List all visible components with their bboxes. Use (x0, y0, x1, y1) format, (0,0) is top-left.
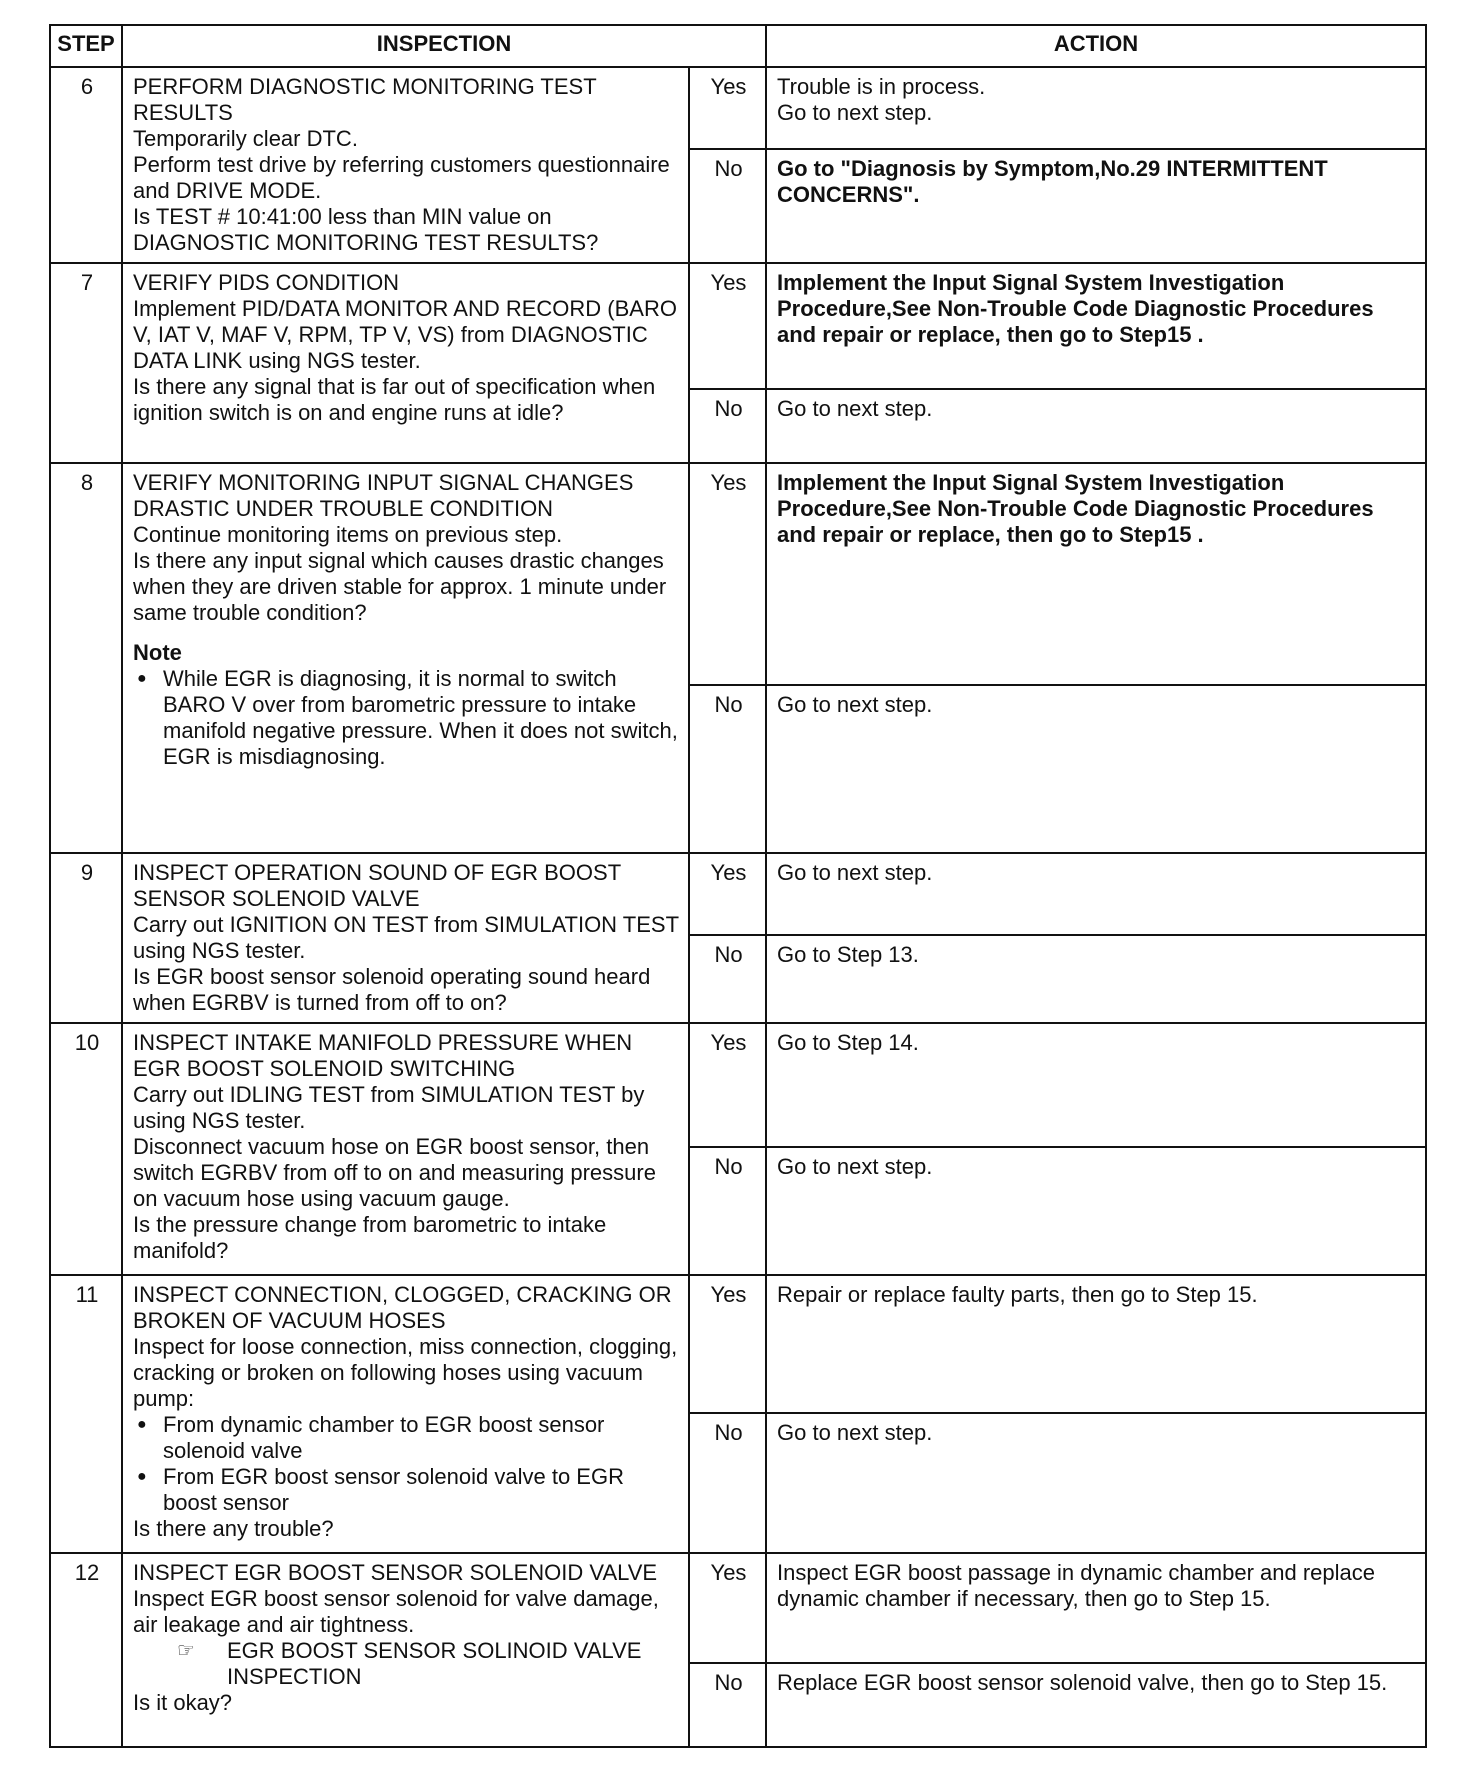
inspection-question: Is it okay? (133, 1690, 233, 1715)
inspection-text: Disconnect vacuum hose on EGR boost sensor, then switch EGRBV from off to on and measuring pressure on vacuum hose using vacuum gauge. (133, 1134, 656, 1211)
table-row (50, 1275, 1426, 1413)
no-action: Go to next step. (766, 389, 1426, 463)
yes-action (766, 67, 1426, 149)
yes-action: Repair or replace faulty parts, then go to Step 15. (766, 1275, 1426, 1413)
inspection-title: INSPECT INTAKE MANIFOLD PRESSURE WHEN EGR BOOST SOLENOID SWITCHING (133, 1030, 633, 1081)
no-label: No (689, 149, 766, 263)
no-label: No (689, 1663, 766, 1747)
no-action: Go to "Diagnosis by Symptom,No.29 INTERMITTENT CONCERNS". (766, 149, 1426, 263)
inspection-title: PERFORM DIAGNOSTIC MONITORING TEST RESULTS (133, 74, 597, 125)
inspection-title: INSPECT EGR BOOST SENSOR SOLENOID VALVE (133, 1560, 658, 1585)
no-label: No (689, 389, 766, 463)
inspection-cell (122, 263, 689, 463)
inspection-text: Carry out IGNITION ON TEST from SIMULATION TEST using NGS tester. (133, 912, 679, 963)
inspection-cell (122, 853, 689, 1023)
inspection-text: Carry out IDLING TEST from SIMULATION TEST by using NGS tester. (133, 1082, 645, 1133)
inspection-title: VERIFY MONITORING INPUT SIGNAL CHANGES DRASTIC UNDER TROUBLE CONDITION (133, 470, 634, 521)
step-number: 8 (50, 463, 122, 853)
inspection-title: INSPECT OPERATION SOUND OF EGR BOOST SENSOR SOLENOID VALVE (133, 860, 621, 911)
note-list (133, 666, 680, 770)
step-number: 12 (50, 1553, 122, 1747)
step-number: 11 (50, 1275, 122, 1553)
inspection-cell (122, 1275, 689, 1553)
yes-action: Go to Step 14. (766, 1023, 1426, 1147)
inspection-question: Is there any input signal which causes drastic changes when they are driven stable for approx. 1 minute under same trouble condition? (133, 548, 667, 625)
inspection-question: Is EGR boost sensor solenoid operating sound heard when EGRBV is turned from off to on? (133, 964, 651, 1015)
table-row (50, 67, 1426, 149)
inspection-question: Is there any signal that is far out of specification when ignition switch is on and engine runs at idle? (133, 374, 656, 425)
inspection-cell (122, 1553, 689, 1747)
yes-action: Implement the Input Signal System Investigation Procedure,See Non-Trouble Code Diagnostic Procedures and repair or replace, then go to Step15 . (766, 263, 1426, 389)
hose-bullet: ● From EGR boost sensor solenoid valve to EGR boost sensor (133, 1464, 680, 1516)
table-row (50, 853, 1426, 935)
yes-action: Go to next step. (766, 853, 1426, 935)
action-text: Trouble is in process. (777, 74, 986, 99)
inspection-text: Temporarily clear DTC. (133, 126, 358, 151)
table-row (50, 1553, 1426, 1663)
no-label: No (689, 935, 766, 1023)
pointing-hand-icon: ☞ (177, 1640, 195, 1662)
yes-label: Yes (689, 1553, 766, 1663)
yes-label: Yes (689, 263, 766, 389)
no-action: Replace EGR boost sensor solenoid valve, then go to Step 15. (766, 1663, 1426, 1747)
yes-action: Inspect EGR boost passage in dynamic chamber and replace dynamic chamber if necessary, then go to Step 15. (766, 1553, 1426, 1663)
action-text: Go to next step. (777, 100, 933, 125)
no-action: Go to next step. (766, 685, 1426, 853)
yes-label: Yes (689, 67, 766, 149)
step-number: 7 (50, 263, 122, 463)
header-row (50, 25, 1426, 67)
inspection-text: Implement PID/DATA MONITOR AND RECORD (BARO V, IAT V, MAF V, RPM, TP V, VS) from DIAGNOSTIC DATA LINK using NGS tester. (133, 296, 677, 373)
no-label: No (689, 1147, 766, 1275)
hose-list (133, 1412, 680, 1516)
header-action: ACTION (766, 25, 1426, 67)
yes-label: Yes (689, 463, 766, 685)
yes-label: Yes (689, 1275, 766, 1413)
step-number: 6 (50, 67, 122, 263)
table-row (50, 463, 1426, 685)
inspection-question: Is TEST # 10:41:00 less than MIN value on DIAGNOSTIC MONITORING TEST RESULTS? (133, 204, 599, 255)
inspection-title: VERIFY PIDS CONDITION (133, 270, 400, 295)
table-row (50, 1023, 1426, 1147)
inspection-question: Is the pressure change from barometric to intake manifold? (133, 1212, 607, 1263)
yes-label: Yes (689, 853, 766, 935)
inspection-text: Inspect for loose connection, miss connection, clogging, cracking or broken on following hoses using vacuum pump: (133, 1334, 678, 1411)
diagnostic-table (49, 24, 1427, 1748)
header-inspection: INSPECTION (122, 25, 766, 67)
inspection-text: Perform test drive by referring customers questionnaire and DRIVE MODE. (133, 152, 670, 203)
inspection-title: INSPECT CONNECTION, CLOGGED, CRACKING OR BROKEN OF VACUUM HOSES (133, 1282, 672, 1333)
no-label: No (689, 685, 766, 853)
reference-text: EGR BOOST SENSOR SOLINOID VALVE INSPECTION (227, 1638, 642, 1689)
inspection-cell (122, 67, 689, 263)
note-title: Note (133, 640, 182, 665)
no-label: No (689, 1413, 766, 1553)
inspection-text: Continue monitoring items on previous step. (133, 522, 563, 547)
step-number: 9 (50, 853, 122, 1023)
step-number: 10 (50, 1023, 122, 1275)
no-action: Go to next step. (766, 1413, 1426, 1553)
inspection-text: Inspect EGR boost sensor solenoid for valve damage, air leakage and air tightness. (133, 1586, 659, 1637)
header-step: STEP (50, 25, 122, 67)
no-action: Go to Step 13. (766, 935, 1426, 1023)
inspection-cell (122, 1023, 689, 1275)
no-action: Go to next step. (766, 1147, 1426, 1275)
inspection-cell (122, 463, 689, 853)
yes-label: Yes (689, 1023, 766, 1147)
hose-bullet: ● From dynamic chamber to EGR boost sensor solenoid valve (133, 1412, 680, 1464)
note-bullet: ● While EGR is diagnosing, it is normal to switch BARO V over from barometric pressure to intake manifold negative pressure. When it does not switch, EGR is misdiagnosing. (133, 666, 680, 770)
yes-action: Implement the Input Signal System Investigation Procedure,See Non-Trouble Code Diagnostic Procedures and repair or replace, then go to Step15 . (766, 463, 1426, 685)
reference-link[interactable] (133, 1638, 680, 1690)
table-row (50, 263, 1426, 389)
inspection-question: Is there any trouble? (133, 1516, 334, 1541)
